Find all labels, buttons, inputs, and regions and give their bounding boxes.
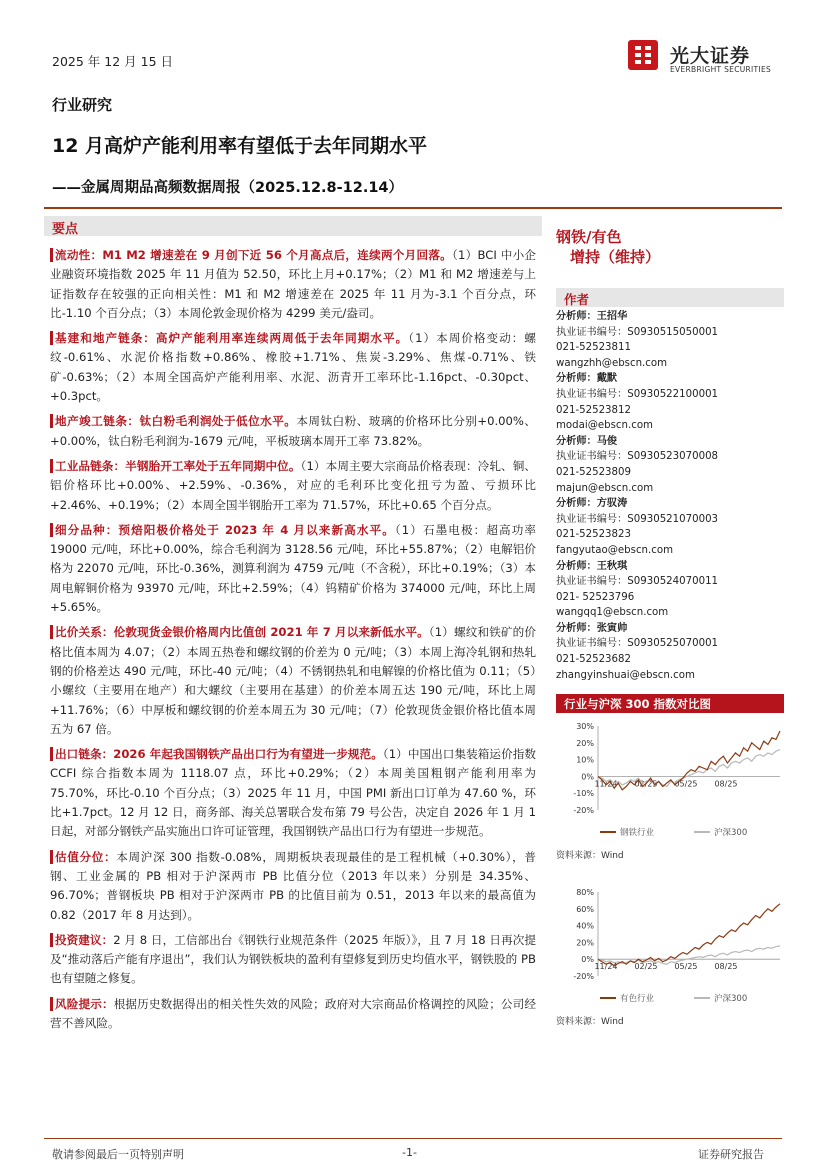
author-phone: 021-52523812 [556, 404, 631, 416]
chart-section-label: 行业与沪深 300 指数对比图 [564, 697, 712, 711]
author-name: 分析师：王秋琪 [556, 560, 628, 572]
title-divider [44, 207, 782, 209]
author-cert-number: 执业证书编号：S0930523070008 [556, 451, 719, 463]
author-email[interactable]: majun@ebscn.com [556, 482, 654, 494]
key-point-paragraph [50, 745, 536, 841]
key-points-label: 要点 [52, 222, 79, 237]
steel-chart-svg [556, 718, 784, 844]
key-point-paragraph [50, 931, 536, 989]
author-entry [556, 309, 784, 371]
key-point-heading: 比价关系：伦敦现货金银价格周内比值创 2021 年 7 月以来新低水平。 [50, 625, 429, 639]
authors-header [556, 288, 784, 307]
nonferrous-chart-svg [556, 884, 784, 1010]
report-subtitle: ——金属周期品高频数据周报（2025.12.8-12.14） [52, 180, 404, 196]
author-entry [556, 621, 784, 683]
key-point-text: （1）石墨电极：超高功率 19000 元/吨，环比+0.00%，综合毛利润为 3128.56 元/吨，环比+55.87%；（2）电解铝价格为 22070 元/吨，环比-0.36%，测算利润为 4759 元/吨（不含税），环比+0.19%；（3）本周电解铜价格为 93970 元/吨，环比+2.59%；（4）钨精矿价格为 374000 元/吨，环比上周+5.65%。 [50, 522, 537, 615]
key-point-paragraph [50, 995, 536, 1034]
key-point-heading: 基建和地产链条：高炉产能利用率连续两周低于去年同期水平。 [50, 331, 408, 345]
author-entry [556, 434, 784, 496]
key-point-heading: 流动性：M1 M2 增速差在 9 月创下近 56 个月高点后，连续两个月回落。 [50, 248, 452, 262]
logo-english-name: EVERBRIGHT SECURITIES [670, 65, 772, 74]
x-tick-label: 08/25 [714, 779, 738, 789]
x-tick-label: 08/25 [714, 962, 738, 972]
nonferrous-vs-csi300-chart [556, 884, 784, 1027]
everbright-logo-icon [626, 38, 666, 78]
y-tick-label: 10% [576, 755, 594, 765]
y-tick-label: 80% [576, 888, 594, 897]
y-tick-label: 0% [581, 772, 594, 782]
author-entry [556, 559, 784, 621]
key-point-heading: 地产竣工链条：钛白粉毛利润处于低位水平。 [50, 414, 296, 428]
steel-vs-csi300-chart [556, 718, 784, 861]
author-name: 分析师：王招华 [556, 311, 628, 322]
key-point-paragraph [50, 329, 536, 406]
authors-list [556, 309, 784, 683]
y-tick-label: 20% [576, 938, 594, 948]
author-name: 分析师：张寅帅 [556, 622, 628, 634]
key-point-heading: 估值分位： [50, 850, 116, 864]
key-point-paragraph [50, 412, 536, 451]
key-point-paragraph [50, 521, 536, 617]
author-name: 分析师：马俊 [556, 435, 618, 447]
company-logo [626, 38, 786, 82]
key-points-header [44, 216, 542, 236]
legend-label: 沪深300 [714, 828, 748, 838]
x-tick-label: 02/25 [634, 962, 658, 972]
key-point-text: 2 月 8 日，工信部出台《钢铁行业规范条件（2025 年版）》，且 7 月 18 日再次提及“推动落后产能有序退出”，我们认为钢铁板块的盈利有望修复到历史均值水平，钢铁股的 PB 也有望随之修复。 [50, 932, 536, 986]
key-point-heading: 工业品链条：半钢胎开工率处于五年同期中位。 [50, 459, 301, 473]
footer-divider [44, 1138, 782, 1139]
author-name: 分析师：戴默 [556, 373, 618, 385]
authors-label: 作者 [564, 292, 590, 307]
key-point-paragraph [50, 623, 536, 739]
sector-name: 钢铁/有色 [556, 228, 622, 246]
key-point-text: （1）中国出口集装箱运价指数 CCFI 综合指数本周为 1118.07 点，环比+0.29%；（2）本周美国粗钢产能利用率为 75.70%，环比-0.10 个百分点；（3）2025 年 11 月，中国 PMI 新出口订单为 47.60 %，环比+1.7pct。12 月 12 日，商务部、海关总署联合发布第 79 号公告，决定自 2026 年 1 月 1 日起，对部分钢铁产品实施出口许可证管理，我国钢铁产品出口行为有望进一步规范。 [50, 747, 537, 839]
chart-section-header [556, 694, 784, 713]
key-point-heading: 投资建议： [50, 933, 113, 947]
y-tick-label: 40% [576, 921, 594, 931]
key-point-text: （1）本周价格变动：螺纹-0.61%、水泥价格指数+0.86%、橡胶+1.71%、焦炭-3.29%、焦煤-0.71%、铁矿-0.63%；（2）本周全国高炉产能利用率、水泥、沥青开工率环比-1.16pct、-0.30pct、+0.3pct。 [50, 331, 536, 404]
chart-source: 资料来源：Wind [556, 851, 624, 861]
footer-report-type: 证券研究报告 [698, 1148, 764, 1161]
legend-label: 沪深300 [714, 994, 748, 1004]
author-phone: 021-52523809 [556, 466, 631, 478]
y-tick-label: -20% [573, 972, 594, 981]
series-line-0 [598, 904, 780, 966]
author-email[interactable]: modai@ebscn.com [556, 420, 653, 432]
author-phone: 021-52523682 [556, 654, 631, 666]
key-point-text: （1）本周主要大宗商品价格表现：冷轧、铜、铝价格环比+0.00%、+2.59%、-0.36%，对应的毛利环比变化扭亏为盈、亏损环比+2.46%、+0.19%；（2）本周全国半钢胎开工率为 71.57%，环比+0.65 个百分点。 [50, 458, 536, 512]
report-category: 行业研究 [52, 96, 113, 114]
author-email[interactable]: fangyutao@ebscn.com [556, 544, 673, 556]
author-cert-number: 执业证书编号：S0930515050001 [556, 326, 719, 338]
footer-disclaimer: 敬请参阅最后一页特别声明 [52, 1148, 184, 1161]
author-name: 分析师：方驭涛 [556, 498, 628, 510]
author-cert-number: 执业证书编号：S0930522100001 [556, 388, 719, 400]
chart-source: 资料来源：Wind [556, 1017, 624, 1027]
author-entry [556, 371, 784, 433]
author-entry [556, 496, 784, 558]
author-cert-number: 执业证书编号：S0930525070001 [556, 638, 719, 650]
page-number: -1- [402, 1146, 417, 1159]
y-tick-label: 30% [576, 722, 594, 731]
author-email[interactable]: wangzhh@ebscn.com [556, 357, 668, 369]
key-point-heading: 细分品种：预焙阳极价格处于 2023 年 4 月以来新高水平。 [50, 523, 395, 537]
logo-chinese-name: 光大证券 [670, 45, 751, 67]
report-date: 2025 年 12 月 15 日 [52, 54, 173, 69]
x-tick-label: 11/24 [594, 779, 618, 789]
y-tick-label: 60% [576, 904, 594, 914]
key-point-paragraph [50, 246, 536, 323]
x-tick-label: 02/25 [634, 779, 658, 789]
key-point-text: 本周沪深 300 指数-0.08%，周期板块表现最佳的是工程机械（+0.30%），普钢、工业金属的 PB 相对于沪深两市 PB 比值分位（2013 年以来）分别是 34.35%、96.70%；普钢板块 PB 相对于沪深两市 PB 的比值目前为 0.51，2013 年以来的最高值为 0.82（2017 年 8 月达到）。 [50, 849, 536, 922]
key-point-text: （1）螺纹和铁矿的价格比值本周为 4.07；（2）本周五热卷和螺纹钢的价差为 0 元/吨；（3）本周上海冷轧钢和热轧钢的价格差达 490 元/吨，环比-40 元/吨；（4）不锈钢热轧和电解镍的价格比值为 0.11；（5）小螺纹（主要用在地产）和大螺纹（主要用在基建）的价差本周五达 190 元/吨，环比上周+11.76%；（6）中厚板和螺纹钢的价差本周五为 30 元/吨；（7）伦敦现货金银价格比值本周五为 67 倍。 [50, 625, 537, 736]
key-point-text: （1）BCI 中小企业融资环境指数 2025 年 11 月值为 52.50，环比上月+0.17%；（2）M1 和 M2 增速差与上证指数存在较强的正向相关性：M1 和 M2 增速差在 2025 年 11 月为-3.1 个百分点，环比-1.10 个百分点；（3）本周伦敦金现价格为 4299 美元/盎司。 [50, 248, 536, 320]
x-tick-label: 05/25 [674, 779, 698, 789]
key-point-text: 根据历史数据得出的相关性失效的风险；政府对大宗商品价格调控的风险；公司经营不善风险。 [50, 996, 536, 1030]
y-tick-label: -20% [573, 806, 594, 815]
key-point-heading: 风险提示： [50, 997, 114, 1011]
report-title: 12 月高炉产能利用率有望低于去年同期水平 [52, 135, 428, 157]
legend-label: 有色行业 [620, 994, 655, 1004]
y-tick-label: 0% [581, 955, 594, 965]
y-tick-label: 20% [576, 738, 594, 748]
x-tick-label: 05/25 [674, 962, 698, 972]
author-cert-number: 执业证书编号：S0930521070003 [556, 513, 719, 525]
key-point-text: 本周钛白粉、玻璃的价格环比分别+0.00%、+0.00%，钛白粉毛利润为-1679 元/吨，平板玻璃本周开工率 73.82%。 [50, 414, 536, 448]
author-email[interactable]: zhangyinshuai@ebscn.com [556, 669, 695, 681]
key-point-heading: 出口链条：2026 年起我国钢铁产品出口行为有望进一步规范。 [50, 747, 383, 761]
author-cert-number: 执业证书编号：S0930524070011 [556, 576, 719, 588]
y-tick-label: -10% [573, 789, 594, 799]
key-point-paragraph [50, 457, 536, 515]
author-phone: 021-52523823 [556, 529, 631, 541]
key-point-paragraph [50, 848, 536, 925]
x-tick-label: 11/24 [594, 962, 618, 972]
author-phone: 021-52523811 [556, 342, 631, 354]
sector-rating: 增持（维持） [570, 248, 661, 266]
author-email[interactable]: wangqq1@ebscn.com [556, 607, 669, 619]
legend-label: 钢铁行业 [620, 828, 655, 838]
author-phone: 021- 52523796 [556, 591, 635, 603]
key-points-body [50, 246, 536, 1039]
